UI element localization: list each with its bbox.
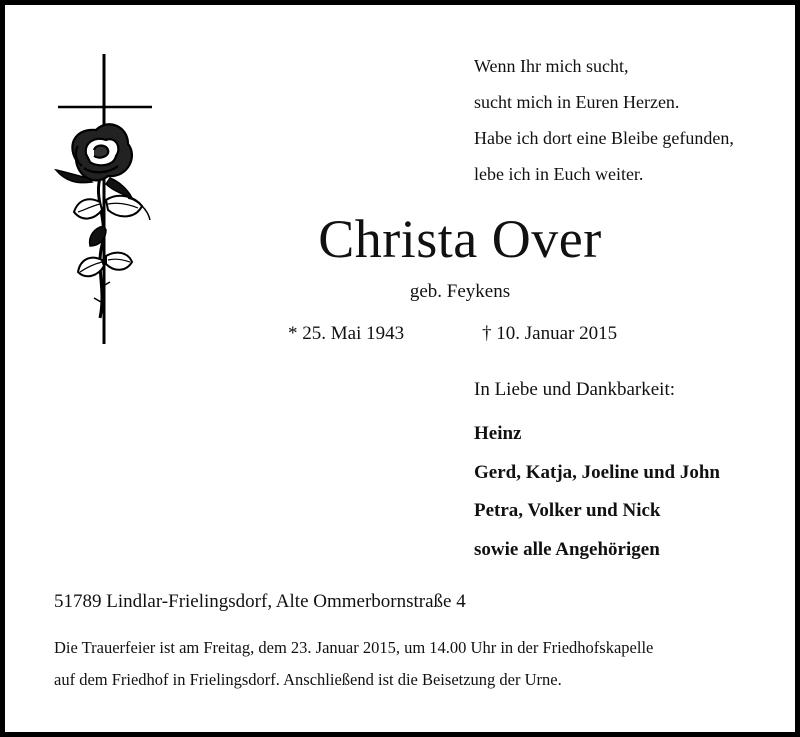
maiden-name: geb. Feykens [409,281,511,302]
poem [474,48,734,192]
funeral-notice [54,632,653,696]
family-address: 51789 Lindlar-Frielingsdorf, Alte Ommerbornstraße 4 [54,591,466,612]
death-date: † 10. Januar 2015 [482,323,618,344]
poem-line: Habe ich dort eine Bleibe gefunden, [474,128,734,148]
poem-line: Wenn Ihr mich sucht, [474,56,629,76]
deceased-name: Christa Over [318,209,602,269]
notice-line: auf dem Friedhof in Frielingsdorf. Anschließend ist die Beisetzung der Urne. [54,670,562,689]
notice-line: Die Trauerfeier ist am Freitag, dem 23. Januar 2015, um 14.00 Uhr in der Friedhofskapelle [54,638,654,657]
mourners-list [474,420,720,574]
mourner-line: Heinz [474,423,522,444]
poem-line: lebe ich in Euch weiter. [474,164,644,184]
mourner-line: Gerd, Katja, Joeline und John [474,461,720,483]
cross-with-rose-icon [48,50,168,350]
poem-line: sucht mich in Euren Herzen. [474,92,680,112]
birth-date: * 25. Mai 1943 [288,323,405,344]
mourner-line: Petra, Volker und Nick [474,500,661,521]
mourner-line: sowie alle Angehörigen [474,538,660,560]
mourners-intro: In Liebe und Dankbarkeit: [474,379,676,400]
